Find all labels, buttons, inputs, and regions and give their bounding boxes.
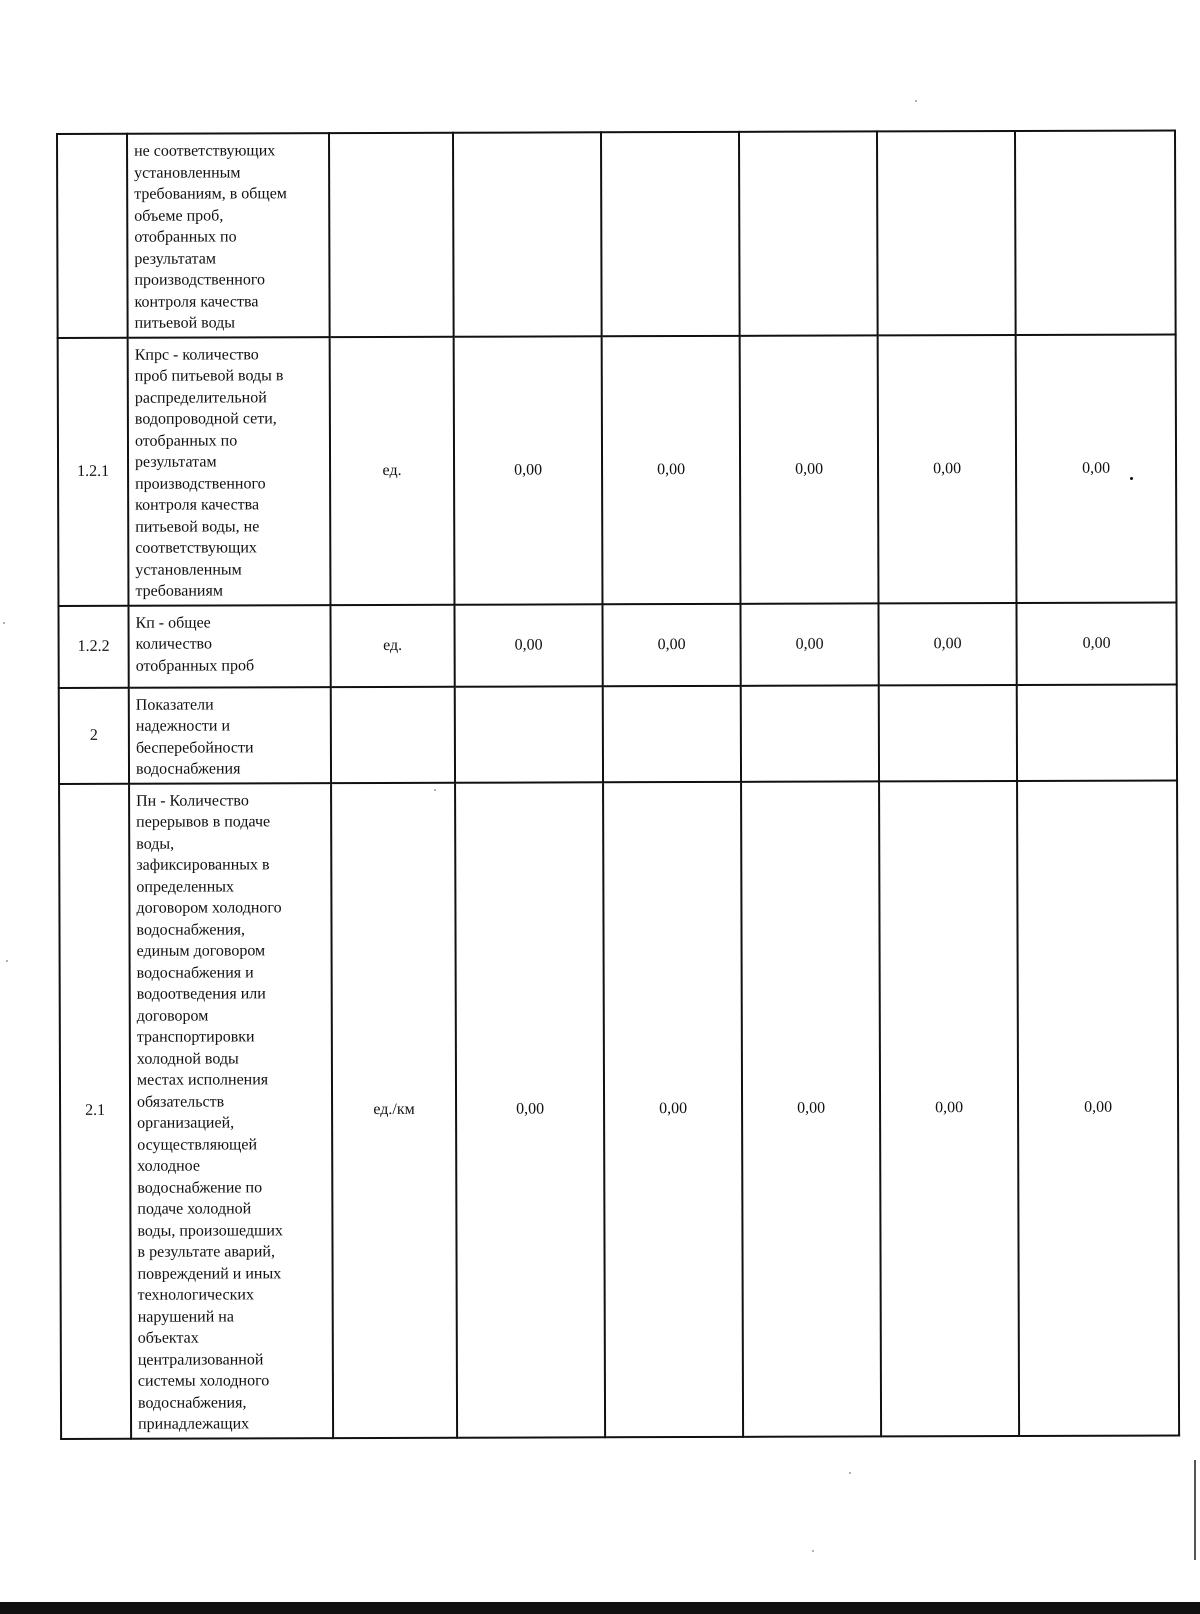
unit-cell [331,686,455,782]
scan-speck [849,1472,851,1474]
table-row [58,334,1177,606]
table-row [59,684,1177,784]
scan-speck [434,789,436,791]
indicator-description: Кпрс - количество проб питьевой воды в распределительной водопроводной сети, отобранных по результатам производственного контроля качества питьевой воды, не соответствующих установленным требованиям [128,337,331,606]
value-cell: 0,00 [879,780,1019,1435]
value-cell [453,132,602,336]
table-row [58,602,1176,688]
row-number: 2.1 [59,783,131,1438]
row-number [57,134,128,338]
value-cell: 0,00 [740,603,878,685]
table-row [59,780,1179,1439]
row-number: 1.2.1 [58,337,129,605]
value-cell: 0,00 [1016,334,1177,603]
scan-speck [1130,477,1133,480]
indicator-description: Показатели надежности и бесперебойности водоснабжения [129,687,331,784]
row-number: 1.2.2 [58,605,128,687]
value-cell [741,685,879,781]
unit-cell: ед. [330,336,455,604]
value-cell: 0,00 [741,781,881,1436]
value-cell [601,132,740,336]
scan-speck [812,1550,814,1552]
value-cell: 0,00 [740,335,879,603]
value-cell: 0,00 [454,604,602,686]
value-cell: 0,00 [602,335,741,603]
value-cell: 0,00 [1017,780,1179,1435]
scan-speck [6,960,8,962]
indicator-description: не соответствующих установленным требованиям, в общем объеме проб, отобранных по результатам производственного контроля качества питьевой воды [127,133,330,337]
value-cell: 0,00 [878,334,1017,602]
value-cell [455,686,603,782]
value-cell: 0,00 [878,602,1016,684]
value-cell: 0,00 [455,782,605,1437]
unit-cell: ед. [330,604,454,686]
value-cell: 0,00 [1016,602,1176,685]
value-cell [739,131,878,335]
scan-bottom-edge [0,1602,1200,1614]
value-cell [1017,684,1177,781]
scan-speck [3,622,5,624]
scan-edge-mark [1194,1460,1196,1560]
scan-speck [915,100,917,102]
indicator-description: Кп - общее количество отобранных проб [128,605,330,688]
row-number: 2 [59,687,129,783]
value-cell [879,684,1017,780]
value-cell [603,685,741,781]
indicator-description: Пн - Количество перерывов в подаче воды, зафиксированных в определенных договором холодного водоснабжения, единым договором водоснабжения и водоотведения или договором транспортировки холодной воды местах исполнения обязательств организацией, осуществляющей холодное водоснабжение по подаче холодной воды, произошедших в результате аварий, повреждений и иных технологических нарушений на объектах централизованной системы холодного водоснабжения, принадлежащих [129,783,333,1439]
unit-cell [329,133,454,337]
value-cell [877,131,1016,335]
value-cell: 0,00 [603,781,743,1436]
value-cell [1015,130,1176,334]
value-cell: 0,00 [454,336,603,604]
indicators-table [56,129,1180,1439]
unit-cell: ед./км [331,782,457,1437]
value-cell: 0,00 [602,603,740,685]
table-row [57,130,1176,337]
